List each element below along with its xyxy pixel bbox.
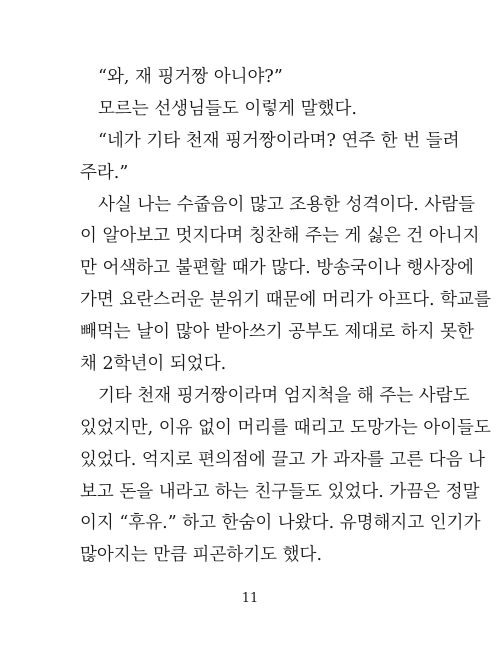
text-line: 기타 천재 핑거짱이라며 엄지척을 해 주는 사람도 (98, 385, 470, 406)
text-line: 모르는 선생님들도 이렇게 말했다. (98, 98, 357, 119)
text-line: “와, 재 핑거짱 아니야?” (98, 67, 283, 87)
text-line: 채 2학년이 되었다. (80, 354, 227, 375)
text-line: 이지 “후유.” 하고 한숨이 나왔다. 유명해지고 인기가 (80, 513, 481, 534)
text-line: 사실 나는 수줍음이 많고 조용한 성격이다. 사람들 (98, 194, 476, 215)
text-line: 보고 돈을 내라고 하는 친구들도 있었다. 가끔은 정말 (80, 481, 480, 502)
text-line: 이 알아보고 멋지다며 칭찬해 주는 게 싫은 건 아니지 (80, 226, 480, 247)
page-number: 11 (241, 591, 259, 606)
text-line: “네가 기타 천재 핑거짱이라며? 연주 한 번 들려 (98, 130, 460, 151)
text-line: 주라.” (80, 162, 129, 183)
text-line: 많아지는 만큼 피곤하기도 했다. (80, 545, 323, 566)
text-line: 가면 요란스러운 분위기 때문에 머리가 아프다. 학교를 (80, 290, 491, 311)
text-line: 빼먹는 날이 많아 받아쓰기 공부도 제대로 하지 못한 (80, 322, 474, 343)
text-line: 만 어색하고 불편할 때가 많다. 방송국이나 행사장에 (80, 258, 474, 279)
text-line: 있었다. 억지로 편의점에 끌고 가 과자를 고른 다음 나 (80, 449, 486, 470)
body-text (80, 62, 491, 572)
text-line: 있었지만, 이유 없이 머리를 때리고 도망가는 아이들도 (80, 417, 491, 438)
